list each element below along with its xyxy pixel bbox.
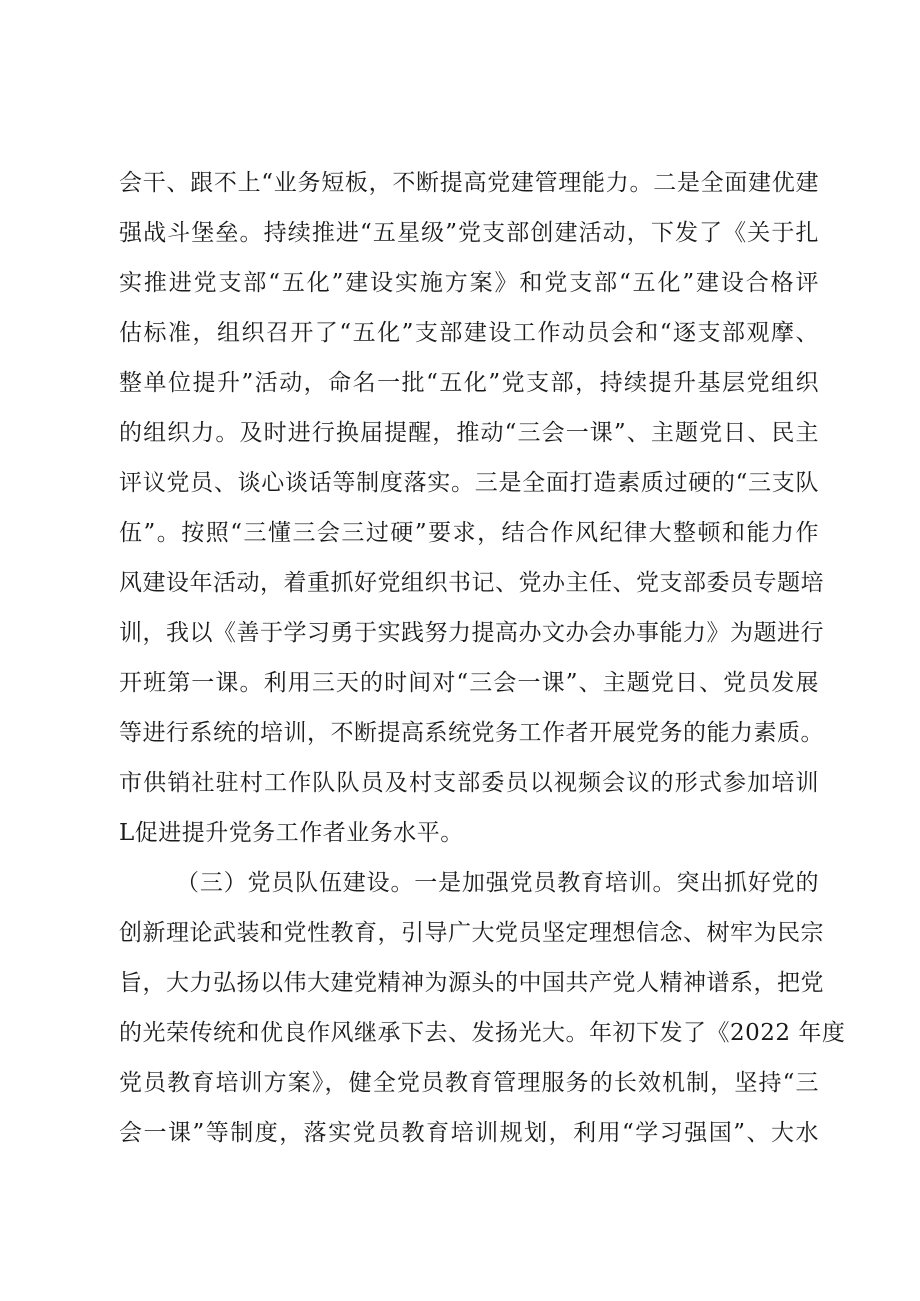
text-line-19: 党员教育培训方案》，健全党员教育管理服务的长效机制，坚持“三: [119, 1070, 819, 1096]
text-line-2: 强战斗堡垒。持续推进“五星级”党支部创建活动，下发了《关于扎: [119, 220, 819, 246]
text-line-5: 整单位提升”活动，命名一批“五化”党支部，持续提升基层党组织: [119, 370, 819, 396]
text-line-16: 创新理论武装和党性教育，引导广大党员坚定理想信念、树牢为民宗: [119, 920, 824, 946]
text-line-9: 风建设年活动，着重抓好党组织书记、党办主任、党支部委员专题培: [119, 570, 824, 596]
text-line-14: L促进提升党务工作者业务水平。: [119, 820, 464, 846]
text-line-6: 的组织力。及时进行换届提醒，推动“三会一课”、主题党日、民主: [119, 420, 819, 446]
text-line-1: 会干、跟不上“业务短板，不断提高党建管理能力。二是全面建优建: [119, 170, 819, 196]
text-line-18: 的光荣传统和优良作风继承下去、发扬光大。年初下发了《2022 年度: [119, 1020, 846, 1046]
text-line-3: 实推进党支部“五化”建设实施方案》和党支部“五化”建设合格评: [119, 270, 819, 296]
text-line-11: 开班第一课。利用三天的时间对“三会一课”、主题党日、党员发展: [119, 670, 819, 696]
text-line-10: 训，我以《善于学习勇于实践努力提高办文办会办事能力》为题进行: [119, 620, 824, 646]
section-heading-line: （三）党员队伍建设。一是加强党员教育培训。突出抓好党的: [176, 870, 819, 896]
text-line-17: 旨，大力弘扬以伟大建党精神为源头的中国共产党人精神谱系，把党: [119, 970, 824, 996]
text-line-13: 市供销社驻村工作队队员及村支部委员以视频会议的形式参加培训: [119, 770, 819, 796]
text-line-4: 估标准，组织召开了“五化”支部建设工作动员会和“逐支部观摩、: [119, 320, 819, 346]
text-line-12: 等进行系统的培训，不断提高系统党务工作者开展党务的能力素质。: [119, 720, 824, 746]
text-line-7: 评议党员、谈心谈话等制度落实。三是全面打造素质过硬的“三支队: [119, 470, 819, 496]
text-line-8: 伍”。按照“三懂三会三过硬”要求，结合作风纪律大整顿和能力作: [119, 520, 819, 546]
text-line-20: 会一课”等制度，落实党员教育培训规划，利用“学习强国”、大水: [119, 1120, 819, 1146]
